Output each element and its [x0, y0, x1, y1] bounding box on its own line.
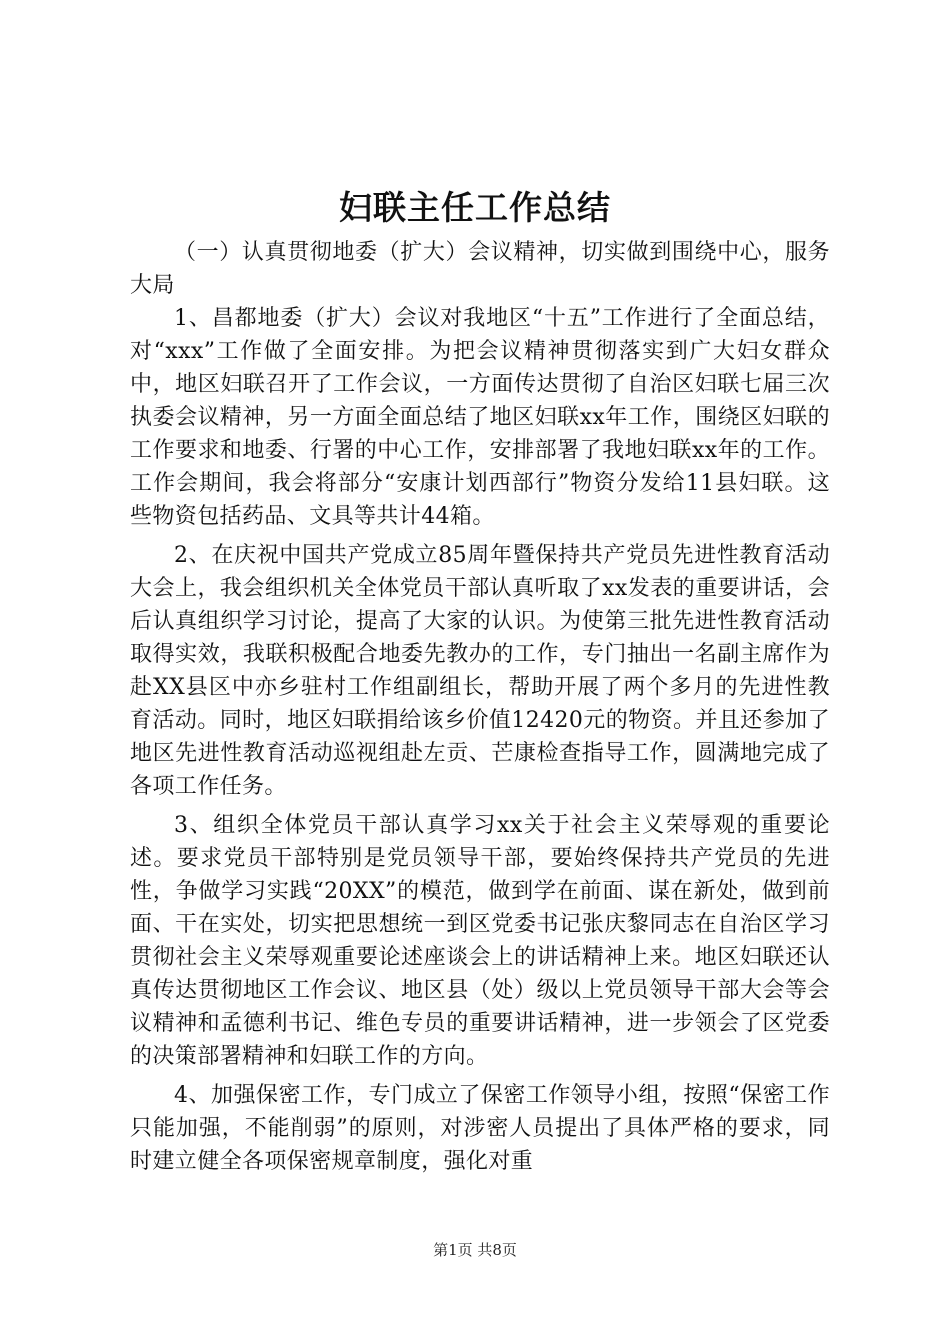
document-title: 妇联主任工作总结 [339, 188, 611, 227]
body-paragraph: 4、加强保密工作，专门成立了保密工作领导小组，按照“保密工作只能加强，不能削弱”的原则，对涉密人员提出了具体严格的要求，同时建立健全各项保密规章制度，强化对重 [130, 1083, 830, 1174]
body-paragraph: 2、在庆祝中国共产党成立85周年暨保持共产党员先进性教育活动大会上，我会组织机关全体党员干部认真听取了xx发表的重要讲话，会后认真组织学习讨论，提高了大家的认识。为使第三批先进性教育活动取得实效，我联积极配合地委先教办的工作，专门抽出一名副主席作为赴XX县区中亦乡驻村工作组副组长，帮助开展了两个多月的先进性教育活动。同时，地区妇联捐给该乡价值12420元的物资。并且还参加了地区先进性教育活动巡视组赴左贡、芒康检查指导工作，圆满地完成了各项工作任务。 [130, 543, 830, 799]
document-body [130, 236, 830, 1178]
page-number-footer: 第1页 共8页 [433, 1241, 517, 1259]
body-paragraph: 3、组织全体党员干部认真学习xx关于社会主义荣辱观的重要论述。要求党员干部特别是党员领导干部，要始终保持共产党员的先进性，争做学习实践“20XX”的模范，做到学在前面、谋在新处，做到前面、干在实处，切实把思想统一到区党委书记张庆黎同志在自治区学习贯彻社会主义荣辱观重要论述座谈会上的讲话精神上来。地区妇联还认真传达贯彻地区工作会议、地区县（处）级以上党员领导干部大会等会议精神和孟德利书记、维色专员的重要讲话精神，进一步领会了区党委的决策部署精神和妇联工作的方向。 [130, 813, 830, 1069]
section-heading: （一）认真贯彻地委（扩大）会议精神，切实做到围绕中心，服务大局 [130, 240, 830, 298]
body-paragraph: 1、昌都地委（扩大）会议对我地区“十五”工作进行了全面总结，对“xxx”工作做了全面安排。为把会议精神贯彻落实到广大妇女群众中，地区妇联召开了工作会议，一方面传达贯彻了自治区妇联七届三次执委会议精神，另一方面全面总结了地区妇联xx年工作，围绕区妇联的工作要求和地委、行署的中心工作，安排部署了我地妇联xx年的工作。工作会期间，我会将部分“安康计划西部行”物资分发给11县妇联。这些物资包括药品、文具等共计44箱。 [130, 306, 830, 529]
